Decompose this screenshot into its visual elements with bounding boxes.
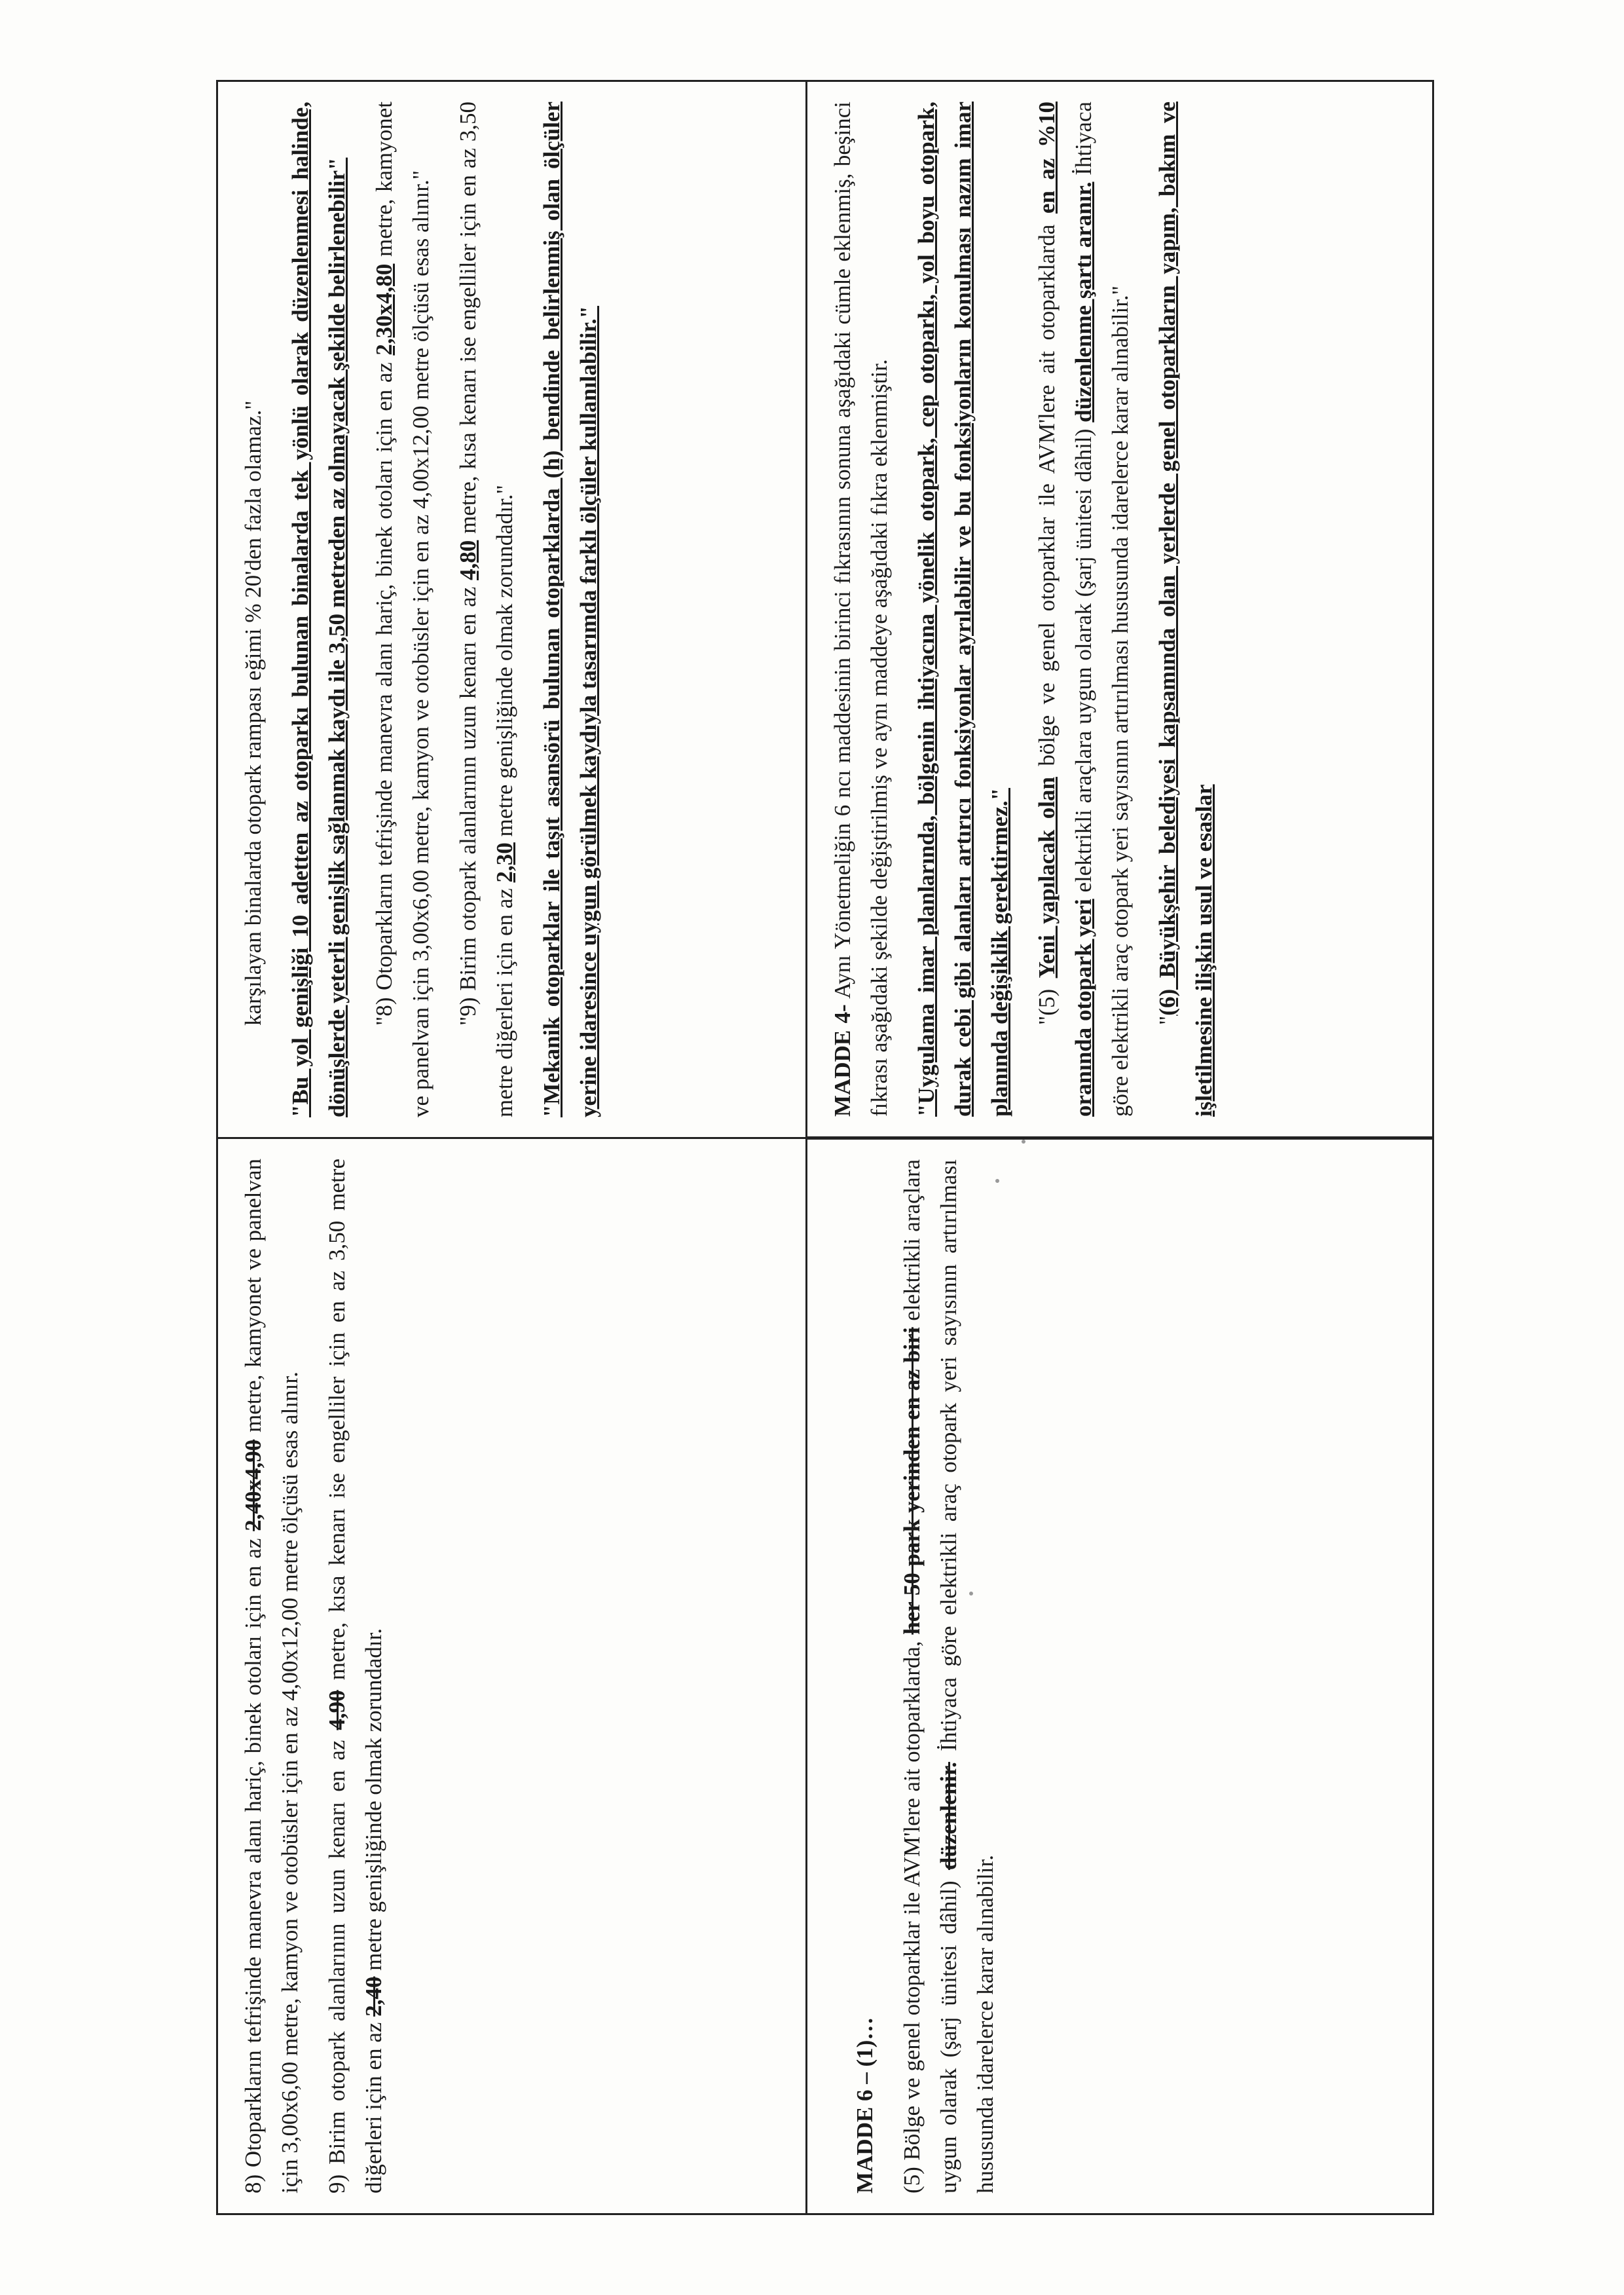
struck-value: 2,40x4,90 [240, 1439, 266, 1531]
new-text-cell-2 [807, 81, 1433, 1138]
new-mechanical-parking-paragraph: "Mekanik otoparklar ile taşıt asansörü bulunan otoparklarda (h) bendinde belirlenmiş olan ölçüler yerine idaresince uygun görülmek kaydıyla tasarımda farklı ölçüler kullanılabilir." [539, 102, 601, 1117]
old-text-cell-2 [807, 1138, 1433, 2214]
old-text-cell-1 [217, 1138, 807, 2214]
new-paragraph-9: "9) Birim otopark alanlarının uzun kenarı en az 4,80 metre, kısa kenarı ise engelliler için en az 3,50 metre diğerleri için en az 2,30 metre genişliğinde olmak zorundadır." [455, 102, 517, 1117]
old-paragraph-8: 8) Otoparkların tefrişinde manevra alanı hariç, binek otoları için en az 2,40x4,90 metre, kamyonet ve panelvan için 3,00x6,00 metre, kamyon ve otobüsler için en az 4,00x12,00 metre ölçüsü esas alınır. [240, 1159, 303, 2193]
new-text-cell-1 [217, 81, 807, 1138]
new-paragraph-6: "(6) Büyükşehir belediyesi kapsamında olan yerlerde genel otoparkların yapım, bakım ve işletilmesine ilişkin usul ve esaslar [1154, 102, 1217, 1117]
scan-speck [1022, 1140, 1025, 1144]
old-article-title: MADDE 6 – (1)… [852, 2017, 878, 2193]
old-paragraph-9: 9) Birim otopark alanlarının uzun kenarı en az 4,90 metre, kısa kenarı ise engelliler için en az 3,50 metre diğerleri için en az 2,40 metre genişliğinde olmak zorundadır. [324, 1159, 386, 2193]
new-paragraph-5: "(5) Yeni yapılacak olan bölge ve genel otoparklar ile AVM'lere ait otoparklarda en az %10 oranında otopark yeri elektrikli araçlara uygun olarak (şarj ünitesi dâhil) düzenlenme şartı aranır. İhtiyaca göre elektrikli araç otopark yeri sayısının artırılması hususunda idarelerce karar alınabilir." [1034, 102, 1134, 1117]
rotated-comparison-sheet [216, 80, 1434, 2215]
table-row [807, 81, 1433, 2214]
struck-text: düzenlenir. [936, 1762, 962, 1871]
table-row [217, 81, 807, 2214]
new-continuation-line: karşılayan binalarda otopark rampası eğimi % 20'den fazla olamaz." [240, 400, 266, 1026]
article-label: MADDE 4- [830, 1004, 856, 1117]
struck-value: 2,40 [361, 1976, 386, 2017]
new-bold-addition: "Bu yol genişliği 10 adetten az otoparkı bulunan binalarda tek yönlü olarak düzenlenmesi halinde, dönüşlerde yeterli genişlik sağlanmak kaydı ile 3,50 metreden az olmayacak şekilde belirlenebilir" [287, 102, 350, 1117]
struck-text: her 50 park yerinden en az biri [899, 1327, 925, 1635]
changed-value: 4,80 [455, 540, 481, 580]
new-paragraph-8: "8) Otoparkların tefrişinde manevra alanı hariç, binek otoları için en az 2,30x4,80 metre, kamyonet ve panelvan için 3,00x6,00 metre, kamyon ve otobüsler için en az 4,00x12,00 metre ölçüsü esas alınır." [371, 102, 434, 1117]
old-paragraph-5: (5) Bölge ve genel otoparklar ile AVM'lere ait otoparklarda, her 50 park yerinden en az biri elektrikli araçlara uygun olarak (şarj ünitesi dâhil) düzenlenir. İhtiyaca göre elektrikli araç otopark yeri sayısının artırılması hususunda idarelerce karar alınabilir. [899, 1159, 999, 2193]
struck-value: 4,90 [324, 1690, 350, 1730]
changed-value: 2,30 [492, 842, 517, 883]
new-article-4: MADDE 4- Aynı Yönetmeliğin 6 ncı maddesinin birinci fıkrasının sonuna aşağıdaki cümle eklenmiş, beşinci fıkrası aşağıdaki şekilde değiştirilmiş ve aynı maddeye aşağıdaki fıkra eklenmiştir. [830, 102, 893, 1117]
changed-value: 2,30x4,80 [371, 263, 397, 356]
new-uygulama-paragraph: "Uygulama imar planlarında, bölgenin ihtiyacına yönelik otopark, cep otoparkı, yol boyu otopark, durak cebi gibi alanları artırıcı fonksiyonlar ayrılabilir ve bu fonksiyonların konulması nazım imar planında değişiklik gerektirmez." [913, 102, 1013, 1117]
comparison-table [216, 80, 1434, 2215]
scan-speck [969, 1592, 973, 1595]
scan-speck [995, 1179, 999, 1183]
